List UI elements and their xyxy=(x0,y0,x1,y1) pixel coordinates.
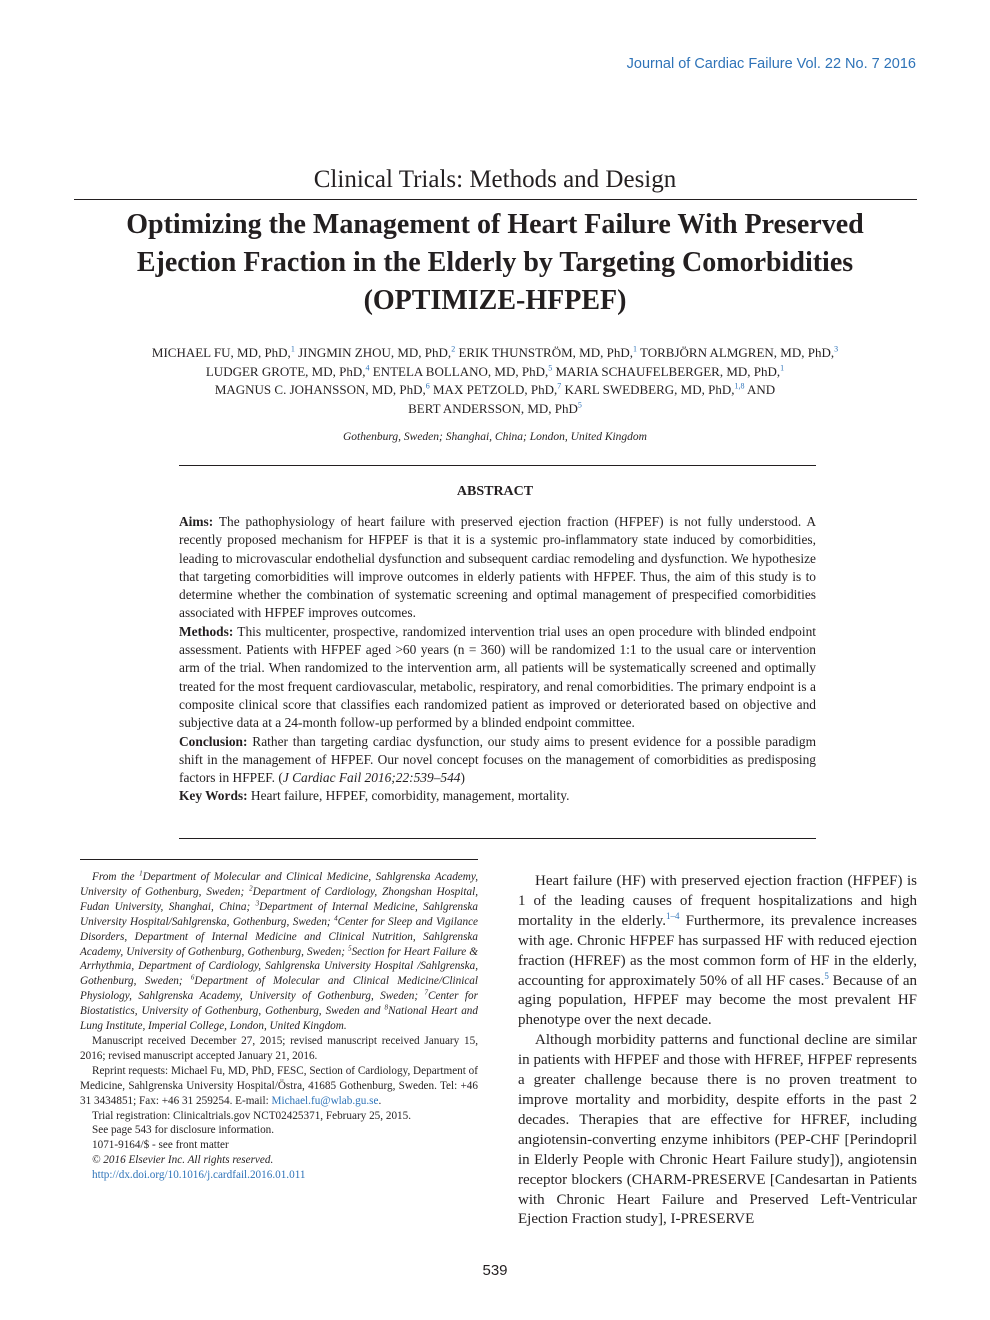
author-name: KARL SWEDBERG, MD, PhD, xyxy=(561,382,735,398)
abstract-text: Heart failure, HFPEF, comorbidity, management, mortality. xyxy=(247,788,570,804)
reference-link[interactable]: 1–4 xyxy=(665,910,680,921)
author-name: JINGMIN ZHOU, MD, PhD, xyxy=(294,345,452,360)
section-divider xyxy=(74,199,917,200)
email-link[interactable]: Michael.fu@wlab.gu.se xyxy=(271,1094,379,1107)
footnote-text: Section for Heart Failure & Arrhythmia, Department of Cardiology, Sahlgrenska University Hospital /Sahlgrenska, Gothenburg, Sweden; xyxy=(80,945,479,988)
reference-link[interactable]: 5 xyxy=(824,970,829,981)
section-heading: Clinical Trials: Methods and Design xyxy=(313,166,677,193)
author-name: TORBJÖRN ALMGREN, MD, PhD, xyxy=(637,345,835,360)
abstract-label: Conclusion: xyxy=(179,733,248,749)
affiliation-number: 4 xyxy=(334,913,338,922)
title-line: Ejection Fraction in the Elderly by Targeting Comorbidities xyxy=(136,247,854,278)
footnote-text: National Heart and Lung Institute, Imperial College, London, United Kingdom. xyxy=(80,1005,478,1033)
abstract-body xyxy=(179,513,816,806)
author-affiliation-ref: 1 xyxy=(780,363,785,373)
body-paragraph xyxy=(518,872,917,1031)
body-paragraph: Although morbidity patterns and functional decline are similar in patients with HFPEF and those with HFREF, HFPEF represents a greater challenge because there is no proven treatment to improve mortality and morbidity, despite efforts in the past 2 decades. Therapies that are effective for HFREF, including angiotensin-converting enzyme inhibitors (PEP-CHF [Perindopril in Elderly People with Chronic Heart Failure study]), angiotensin receptor blockers (CHARM-PRESERVE [Candesartan in Patients with Chronic Heart Failure and Preserved Left-Ventricular Ejection Fraction study], I-PRESERVE xyxy=(518,1032,917,1228)
footnote-text: . xyxy=(378,1094,382,1107)
footnote-affiliations xyxy=(80,870,478,1034)
author-affiliation-ref: 6 xyxy=(425,381,430,391)
page-number: 539 xyxy=(482,1262,508,1279)
author-affiliation-ref: 2 xyxy=(451,344,456,354)
footnote-copyright xyxy=(80,1153,478,1168)
article-body xyxy=(518,872,917,1230)
author-affiliation-ref: 1 xyxy=(633,344,637,354)
abstract-top-rule xyxy=(179,465,816,466)
abstract-bottom-rule xyxy=(179,838,816,839)
abstract-text: The pathophysiology of heart failure with preserved ejection fraction (HFPEF) is not fully understood. A recently proposed mechanism for HFPEF is that it is a systemic pro-inflammatory state induced by comorbidities, leading to microvascular endothelial dysfunction and subsequent cardiac remodeling and dysfunction. We hypothesize that targeting comorbidities will improve outcomes in elderly patients with HFPEF. Thus, the aim of this study is to determine whether the combination of systematic screening and optimal management of prespecified comorbidities associated with HFPEF improves outcomes. xyxy=(179,514,816,621)
author-affiliation-ref: 5 xyxy=(548,363,553,373)
abstract-methods xyxy=(179,623,816,733)
footnote-text: Department of Molecular and Clinical Medicine, Sahlgrenska Academy, University of Gothenburg, Sweden; xyxy=(80,871,478,898)
author-line xyxy=(40,363,950,382)
footnote-text: Center for Biostatistics, University of Gothenburg, Gothenburg, Sweden and xyxy=(80,990,478,1018)
body-text: Furthermore, its prevalence increases with age. Chronic HFPEF has surpassed HF with reduced ejection fraction (HFREF) as the most common form of HF in the elderly, accounting for approximately 50% of all HF cases. xyxy=(518,912,917,989)
author-name: MICHAEL FU, MD, PhD, xyxy=(151,345,291,360)
footnote-doi xyxy=(80,1168,478,1183)
footnote-reprint xyxy=(80,1064,478,1109)
author-affiliation-ref: 3 xyxy=(834,344,839,354)
abstract-label: Aims: xyxy=(179,514,214,529)
footnote-text: Reprint requests: Michael Fu, MD, PhD, FESC, Section of Cardiology, Department of Medicine, Sahlgrenska University Hospital/Östra, 41685 Gothenburg, Sweden. Tel: +46 31 3434851; Fax: +46 31 259254. E-mail: xyxy=(80,1064,478,1107)
author-affiliation-ref: 1,8 xyxy=(734,381,745,391)
footnote-text: Center for Sleep and Vigilance Disorders, Department of Internal Medicine and Clinical Nutrition, Sahlgrenska Academy, University of Gothenburg, Gothenburg, Sweden; xyxy=(80,915,478,958)
abstract-aims xyxy=(179,513,816,623)
affiliation-number: 8 xyxy=(384,1003,388,1012)
journal-header: Journal of Cardiac Failure Vol. 22 No. 7 2016 xyxy=(626,56,916,72)
body-text: Because of an aging population, HFPEF may become the most prevalent HF phenotype over the next decade. xyxy=(518,972,917,1029)
author-line xyxy=(40,400,950,419)
footnote-trial: Trial registration: Clinicaltrials.gov NCT02425371, February 25, 2015. xyxy=(92,1109,412,1122)
affiliation-locations: Gothenburg, Sweden; Shanghai, China; London, United Kingdom xyxy=(343,431,647,443)
abstract-text: This multicenter, prospective, randomized intervention trial uses an open procedure with blinded endpoint assessment. Patients with HFPEF aged >60 years (n = 360) will be randomized 1:1 to the usual care or intervention arm of the trial. When randomized to the intervention arm, all patients will be systematically screened and optimally treated for the most frequent cardiovascular, metabolic, respiratory, and renal comorbidities. The primary endpoint is a composite clinical score that classifies each randomized patient as improved or deteriorated based on objective and subjective data at a 24-month follow-up performed by a blinded endpoint committee. xyxy=(179,623,816,731)
author-name: MAX PETZOLD, PhD, xyxy=(429,382,558,398)
author-name: ENTELA BOLLANO, MD, PhD, xyxy=(369,363,549,379)
footnote-text: Department of Cardiology, Zhongshan Hospital, Fudan University, Shanghai, China; xyxy=(80,885,478,913)
footnote-divider xyxy=(80,859,478,860)
author-affiliation-ref: 1 xyxy=(290,344,295,354)
footnote-received: Manuscript received December 27, 2015; revised manuscript received January 15, 2016; revised manuscript accepted January 21, 2016. xyxy=(80,1034,478,1062)
author-name: ERIK THUNSTRÖM, MD, PhD, xyxy=(455,345,633,360)
affiliation-number: 5 xyxy=(348,943,352,952)
abstract-heading: ABSTRACT xyxy=(456,484,534,499)
author-list xyxy=(40,344,950,418)
author-name: MAGNUS C. JOHANSSON, MD, PhD, xyxy=(214,382,426,398)
author-name: MARIA SCHAUFELBERGER, MD, PhD, xyxy=(552,363,781,379)
footnote-text: Department of Internal Medicine, Sahlgrenska University Hospital/Sahlgrenska, Gothenburg, Sweden; xyxy=(80,900,478,928)
affiliation-number: 1 xyxy=(139,869,143,878)
author-affiliation-ref: 7 xyxy=(557,381,562,391)
affiliation-number: 2 xyxy=(249,884,253,893)
footnote-text: Department of Molecular and Clinical Medicine/Clinical Physiology, Sahlgrenska Academy, University of Gothenburg, Sweden; xyxy=(80,975,478,1003)
author-affiliation-ref: 4 xyxy=(365,363,370,373)
affiliation-number: 6 xyxy=(190,973,195,982)
abstract-keywords xyxy=(179,787,816,805)
footnote-disclosure: See page 543 for disclosure information. xyxy=(92,1124,275,1137)
journal-citation: J Cardiac Fail 2016;22:539–544 xyxy=(282,770,461,786)
author-line xyxy=(40,344,950,363)
author-conjunction: AND xyxy=(744,382,776,398)
doi-link[interactable]: http://dx.doi.org/10.1016/j.cardfail.2016.01.011 xyxy=(92,1169,306,1182)
title-line: (OPTIMIZE-HFPEF) xyxy=(363,285,627,316)
affiliation-number: 7 xyxy=(424,988,429,997)
title-line: Optimizing the Management of Heart Failure With Preserved xyxy=(126,209,864,240)
abstract-conclusion xyxy=(179,733,816,788)
abstract-text: ) xyxy=(460,770,465,786)
author-line xyxy=(40,381,950,400)
footnotes xyxy=(80,870,478,1183)
author-name: BERT ANDERSSON, MD, PhD xyxy=(408,400,578,416)
copyright-text: © 2016 Elsevier Inc. All rights reserved. xyxy=(92,1154,274,1167)
article-title xyxy=(80,206,910,320)
abstract-label: Key Words: xyxy=(179,788,248,804)
affiliation-number: 3 xyxy=(255,899,260,908)
abstract-text: Rather than targeting cardiac dysfunction, our study aims to present evidence for a possible paradigm shift in the management of HFPEF. Our novel concept focuses on the management of comorbidities as predisposing factors in HFPEF. ( xyxy=(179,733,816,786)
footnote-issn: 1071-9164/$ - see front matter xyxy=(92,1139,229,1152)
author-name: LUDGER GROTE, MD, PhD, xyxy=(205,363,366,379)
body-text: Heart failure (HF) with preserved ejection fraction (HFPEF) is 1 of the leading causes of frequent hospitalizations and high mortality in the elderly. xyxy=(518,873,917,929)
abstract-label: Methods: xyxy=(179,623,234,639)
footnote-text: From the xyxy=(92,871,140,883)
author-affiliation-ref: 5 xyxy=(577,400,582,410)
